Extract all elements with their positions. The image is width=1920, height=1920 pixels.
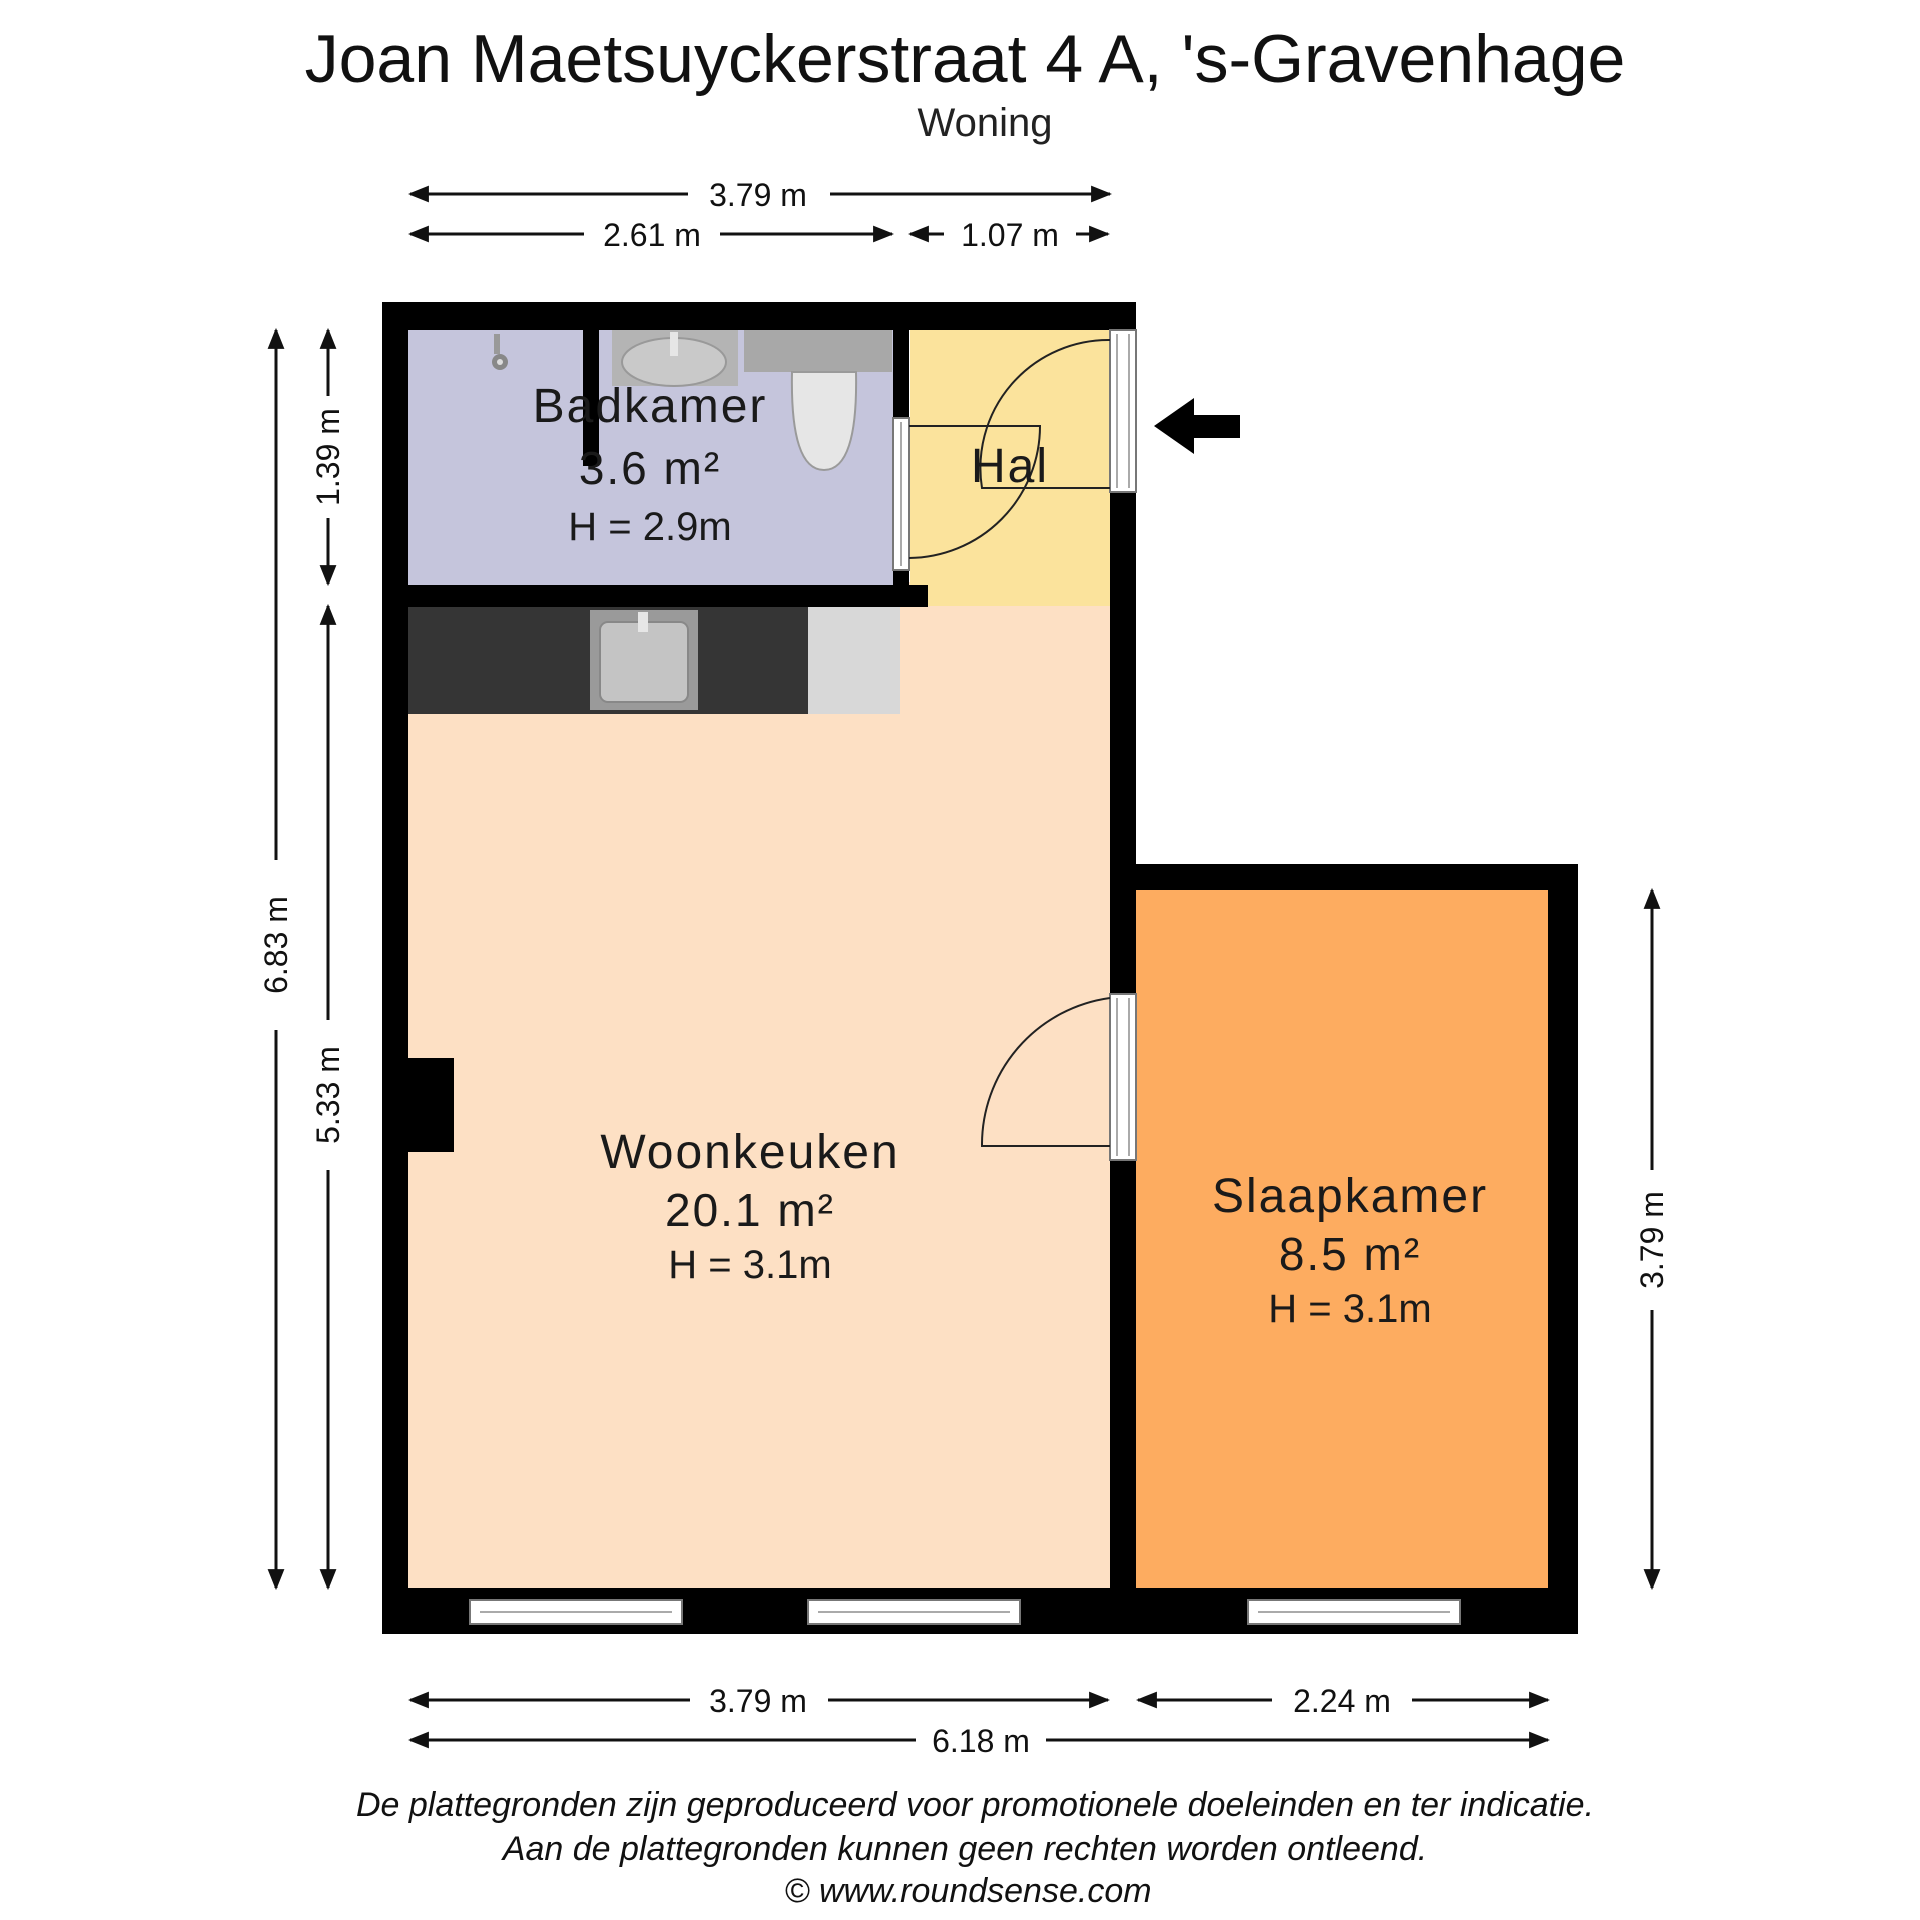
dimension-top-total-label: 3.79 m	[709, 177, 807, 213]
dimension-left-lower	[310, 606, 346, 1588]
woonkeuken-label: Woonkeuken	[600, 1126, 900, 1179]
woonkeuken-floor	[408, 606, 1110, 1588]
woonkeuken-height: H = 3.1m	[668, 1243, 832, 1287]
slaapkamer-height: H = 3.1m	[1268, 1287, 1432, 1331]
hal-label: Hal	[970, 440, 1050, 493]
dimension-right-label: 3.79 m	[1634, 1191, 1670, 1289]
dimension-left-outer	[258, 330, 294, 1588]
dimension-left-upper	[310, 330, 346, 584]
dimension-left-upper-label: 1.39 m	[310, 408, 346, 506]
dimension-top-right-label: 1.07 m	[961, 217, 1059, 253]
dimension-top-left-label: 2.61 m	[603, 217, 701, 253]
dimension-bottom-right	[1138, 1683, 1548, 1719]
slaapkamer-label: Slaapkamer	[1211, 1170, 1489, 1223]
badkamer-height: H = 2.9m	[568, 505, 732, 549]
dimension-bottom-total	[410, 1723, 1548, 1759]
dimension-top-right	[910, 217, 1108, 253]
property-type: Woning	[917, 101, 1053, 145]
disclaimer-line-1: De plattegronden zijn geproduceerd voor promotionele doeleinden en ter indicatie.	[355, 1786, 1595, 1824]
toilet-cistern	[744, 330, 892, 372]
entrance-arrow-icon	[1154, 398, 1240, 454]
dimension-bottom-left	[410, 1683, 1108, 1719]
kitchen-sink-icon	[590, 610, 698, 710]
badkamer-area: 3.6 m²	[578, 442, 722, 494]
dimension-bottom-right-label: 2.24 m	[1293, 1683, 1391, 1719]
windows	[470, 1600, 1460, 1624]
dimension-left-lower-label: 5.33 m	[310, 1046, 346, 1144]
dimension-left-outer-label: 6.83 m	[258, 896, 294, 994]
woonkeuken-area: 20.1 m²	[665, 1184, 835, 1236]
dimension-top-left	[410, 217, 892, 253]
copyright-line: © www.roundsense.com	[784, 1872, 1152, 1910]
dimension-bottom-left-label: 3.79 m	[709, 1683, 807, 1719]
disclaimer-line-2: Aan de plattegronden kunnen geen rechten worden ontleend.	[502, 1830, 1428, 1868]
dimension-right	[1634, 890, 1670, 1588]
dimension-bottom-total-label: 6.18 m	[932, 1723, 1030, 1759]
dimension-top-total	[410, 177, 1110, 213]
sink-icon	[612, 330, 738, 386]
badkamer-label: Badkamer	[532, 380, 768, 433]
kitchen-counter	[408, 606, 900, 714]
slaapkamer-area: 8.5 m²	[1278, 1228, 1422, 1280]
address-title: Joan Maetsuyckerstraat 4 A, 's-Gravenhage	[304, 21, 1626, 97]
